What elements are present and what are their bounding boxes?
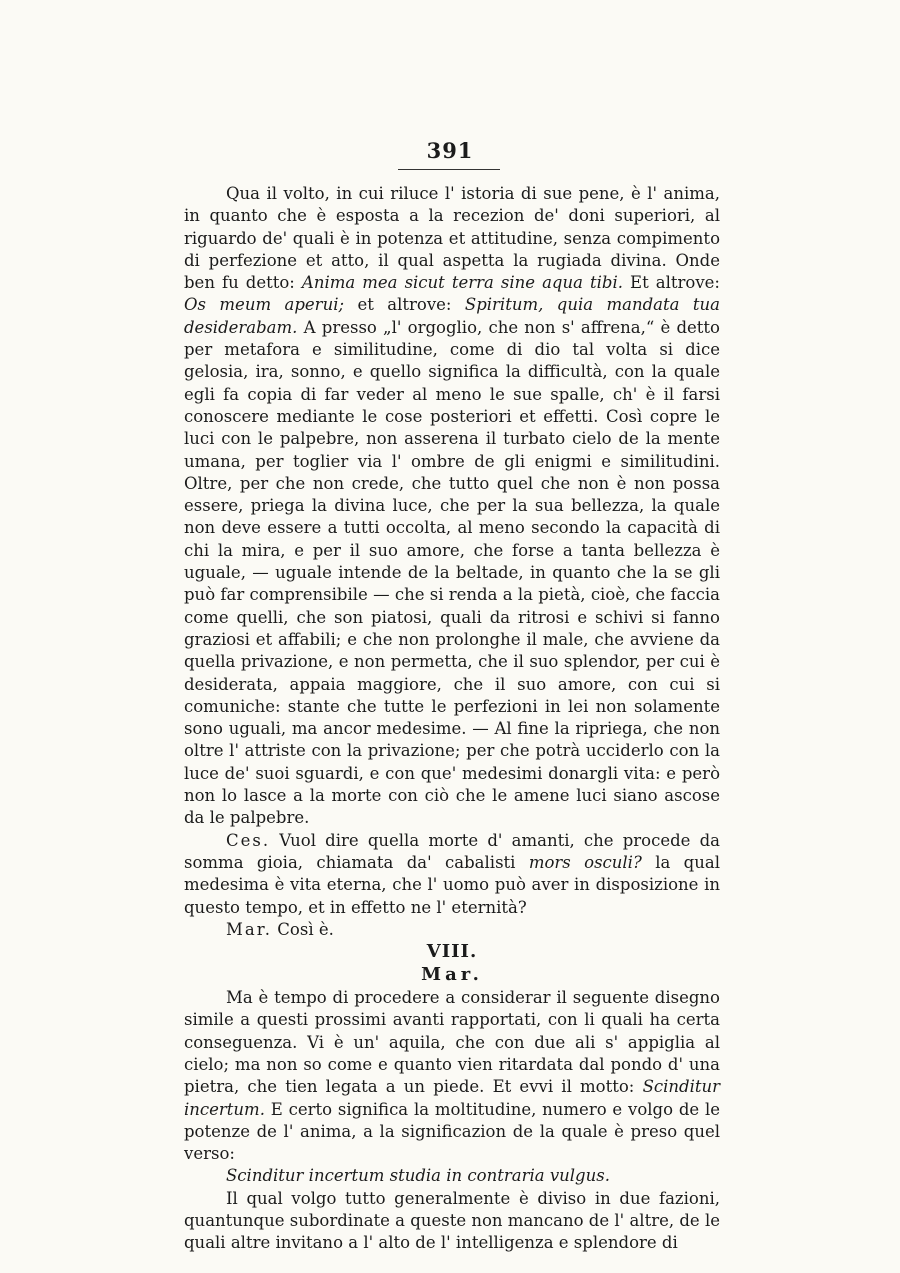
text-run: la qual medesima è vita eterna, che l' uomo può aver in disposizione in questo tempo, et in effetto ne l' eternità?: [184, 852, 720, 917]
italic-quote: mors osculi?: [528, 852, 642, 872]
text-run: Il qual volgo tutto generalmente è diviso in due fazioni, quantunque subordinate a queste non mancano de l' altre, de le quali altre invitano a l' alto de l' intelligenza e splendore di: [184, 1188, 720, 1253]
section-number: VIII.: [426, 941, 478, 963]
folio-rule: [398, 169, 500, 170]
italic-quote: Anima mea sicut terra sine aqua tibi.: [301, 273, 623, 293]
paragraph: [184, 919, 720, 941]
body-text: [184, 183, 720, 1255]
text-block-1: [184, 183, 720, 941]
text-run: et altrove:: [344, 295, 465, 315]
paragraph: [184, 183, 720, 830]
text-block-3: [184, 1188, 720, 1255]
italic-quote: Scinditur incertum.: [184, 1077, 720, 1119]
section-speaker: Mar.: [421, 964, 483, 986]
text-run: A presso „l' orgoglio, che non s' affrena,“ è detto per metafora e similitudine, come di dio tal volta si dice gelosia, ira, sonno, e quello significa la difficultà, con la quale egli fa copia di far veder al meno le sue spalle, ch' è il farsi conoscere mediante le cose posteriori et effetti. Così copre le luci con le palpebre, non asserena il turbato cielo de la mente umana, per toglier via l' ombre de gli enigmi e similitudini. Oltre, per che non crede, che tutto quel che non è non possa essere, priega la divina luce, che per la sua bellezza, la quale non deve essere a tutti occolta, al meno secondo la capacità di chi la mira, e per il suo amore, che forse a tanta bellezza è uguale, — uguale intende de la beltade, in quanto che la se gli può far comprensibile — che si renda a la pietà, cioè, che faccia come quelli, che son piatosi, quali da ritrosi e schivi si fanno graziosi et affabili; e che non prolonghe il male, che avviene da quella privazione, e non permetta, che il suo splendor, per cui è desiderata, appaia maggiore, che il suo amore, con cui si comuniche: stante che tutte le perfezioni in lei non solamente sono uguali, ma ancor medesime. — Al fine la ripriega, che non oltre l' attriste con la privazione; per che potrà ucciderlo con la luce de' suoi sguardi, e con que' medesimi donargli vita: e però non lo lasce a la morte con ciò che le amene luci siano ascose da le palpebre.: [184, 317, 720, 828]
speaker-label: Ces.: [226, 830, 271, 850]
italic-quote: Spiritum, quia mandata tua desiderabam.: [184, 295, 720, 337]
text-run: Qua il volto, in cui riluce l' istoria di sue pene, è l' anima, in quanto che è esposta a la recezion de' doni superiori, al riguardo de' quali è in potenza et attitudine, senza compimento di perfezione et atto, il qual aspetta la rugiada divina. Onde ben fu detto:: [184, 184, 720, 293]
paragraph: [184, 830, 720, 919]
paragraph: [184, 1188, 720, 1255]
verse-quote: Scinditur incertum studia in contraria vulgus.: [226, 1166, 610, 1186]
text-run: Così è.: [272, 919, 334, 939]
italic-quote: Os meum aperui;: [184, 295, 345, 315]
page-number: 391: [426, 138, 474, 163]
speaker-label: Mar.: [226, 919, 273, 939]
text-run: Ma è tempo di procedere a considerar il seguente disegno simile a questi prossimi avanti rapportati, con li quali ha certa conseguenza. Vi è un' aquila, che con due ali s' appiglia al cielo; ma non so come e quanto vien ritardata dal pondo d' una pietra, che tien legata a un piede. Et evvi il motto:: [184, 988, 720, 1097]
text-block-2: [184, 987, 720, 1165]
text-run: Et altrove:: [623, 273, 720, 293]
text-run: Vuol dire quella morte d' amanti, che procede da somma gioia, chiamata da' cabalisti: [184, 830, 720, 872]
paragraph: [184, 987, 720, 1165]
text-run: E certo significa la moltitudine, numero e volgo de le potenze de l' anima, a la significazion de la quale è preso quel verso:: [184, 1099, 720, 1164]
